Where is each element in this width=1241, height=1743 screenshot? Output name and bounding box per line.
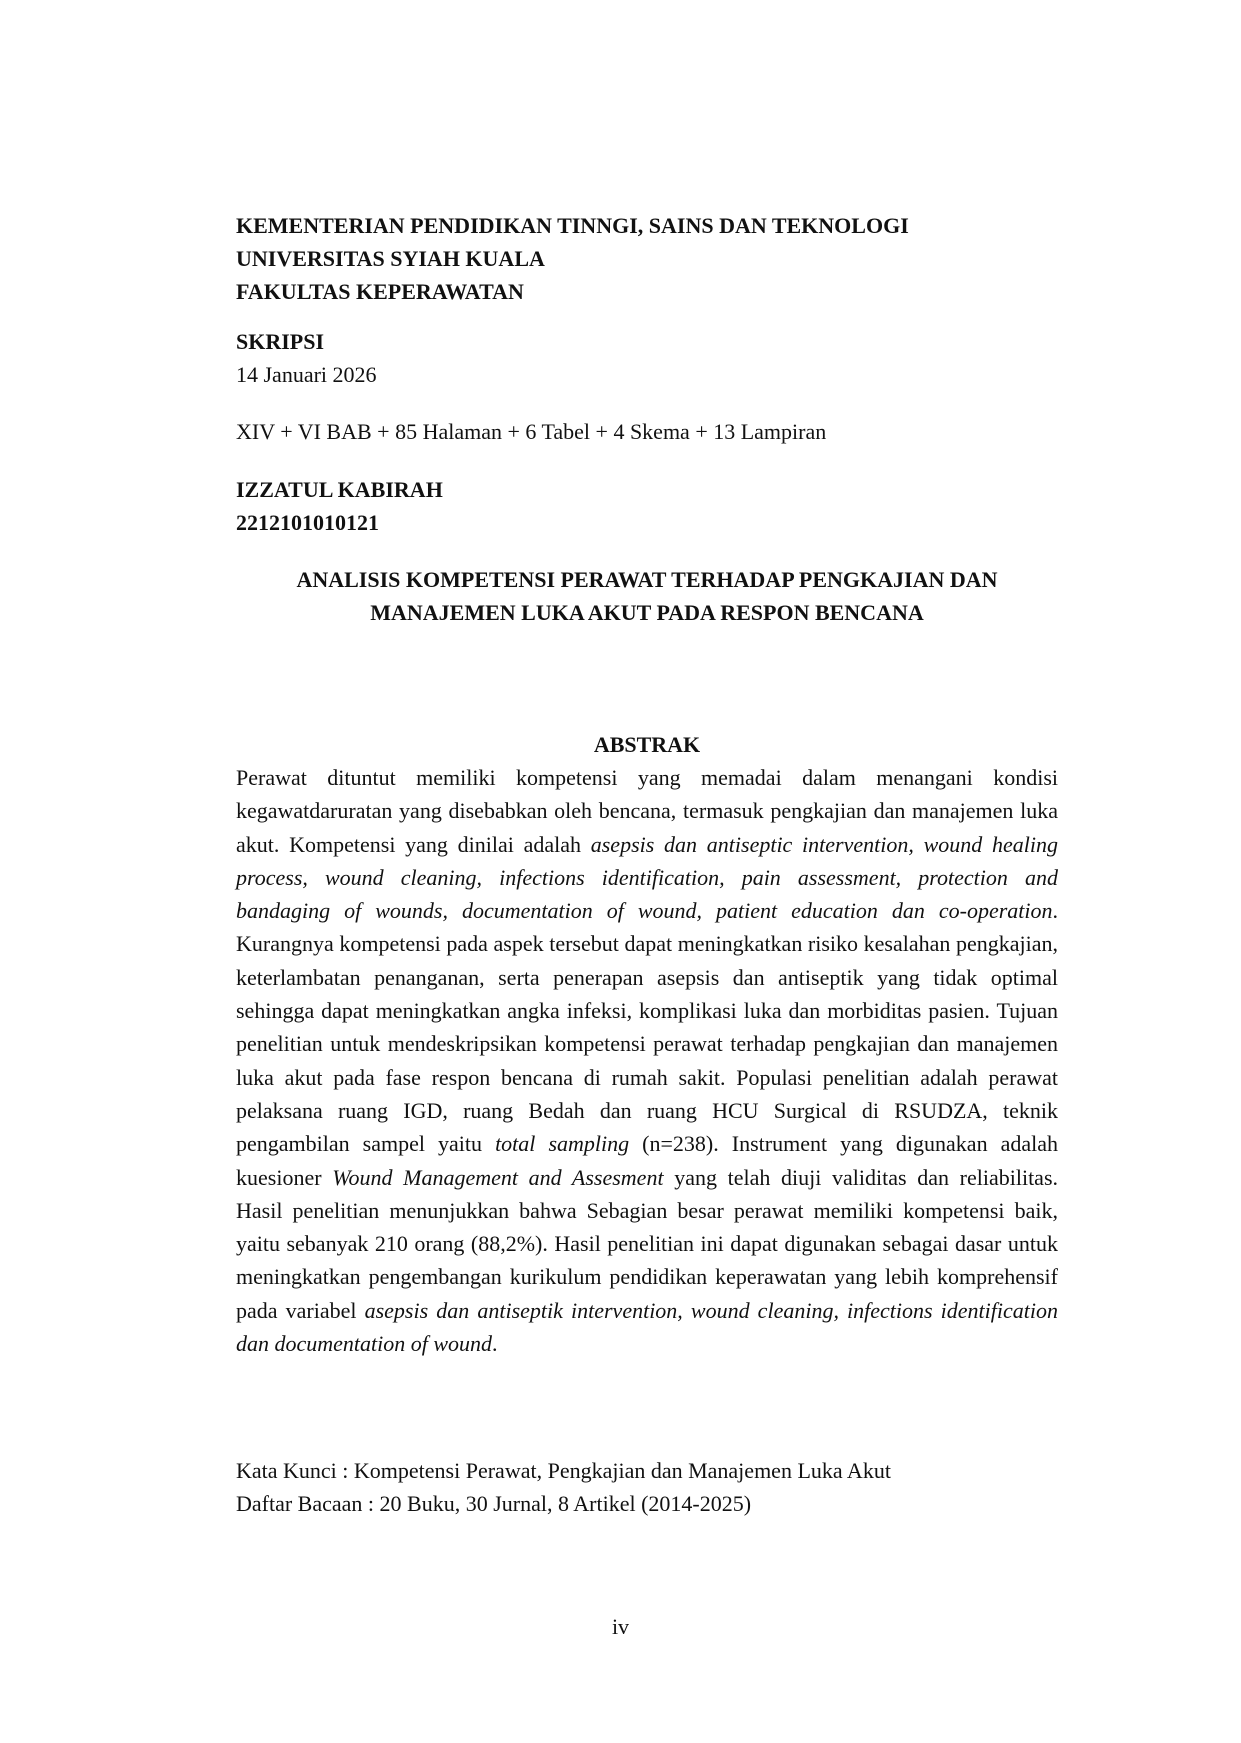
title-line-1: ANALISIS KOMPETENSI PERAWAT TERHADAP PENGKAJIAN DAN: [296, 567, 998, 592]
abstract-italic-term: total sampling: [495, 1131, 630, 1157]
document-date: 14 Januari 2026: [236, 362, 377, 387]
student-id: 2212101010121: [236, 510, 379, 535]
title-line-2: MANAJEMEN LUKA AKUT PADA RESPON BENCANA: [370, 600, 924, 625]
abstract-italic-term: asepsis dan antiseptik intervention, wound cleaning, infections identification dan documentation of wound: [236, 1297, 1059, 1357]
keywords: Kata Kunci : Kompetensi Perawat, Pengkajian dan Manajemen Luka Akut: [236, 1458, 891, 1483]
abstract-body: [236, 761, 1058, 1360]
summary-counts: XIV + VI BAB + 85 Halaman + 6 Tabel + 4 Skema + 13 Lampiran: [236, 419, 827, 444]
references-count: Daftar Bacaan : 20 Buku, 30 Jurnal, 8 Artikel (2014-2025): [236, 1491, 752, 1516]
author-block: [236, 473, 1058, 539]
abstract-section: [236, 728, 1058, 1360]
abstract-text: Perawat dituntut memiliki kompetensi yang memadai dalam menangani kondisi kegawatdaruratan yang disebabkan oleh bencana, termasuk pengkajian dan manajemen luka akut. Kompetensi yang dinilai adalah: [236, 765, 1058, 857]
abstract-text: .: [492, 1331, 498, 1357]
institution-header: [236, 209, 1058, 308]
faculty-name: FAKULTAS KEPERAWATAN: [236, 279, 524, 304]
document-type: SKRIPSI: [236, 329, 325, 354]
abstract-italic-term: Wound Management and Assesment: [332, 1164, 664, 1190]
author-name: IZZATUL KABIRAH: [236, 477, 443, 502]
abstract-text: yang telah diuji validitas dan reliabilitas. Hasil penelitian menunjukkan bahwa Sebagian besar perawat memiliki kompetensi baik, yaitu sebanyak 210 orang (88,2%). Hasil penelitian ini dapat digunakan sebagai dasar untuk meningkatkan pengembangan kurikulum pendidikan keperawatan yang lebih komprehensif pada variabel: [236, 1164, 1059, 1323]
abstract-italic-term: asepsis dan antiseptic intervention, wound healing process, wound cleaning, infections identification, pain assessment, protection and bandaging of wounds, documentation of wound, patient education dan co-operation: [236, 831, 1058, 924]
abstract-heading: ABSTRAK: [593, 732, 701, 757]
summary-counts-block: [236, 415, 1058, 448]
document-type-block: [236, 325, 1058, 391]
abstract-text: (n=238). Instrument yang digunakan adalah kuesioner: [236, 1131, 1059, 1190]
page-number: iv: [611, 1614, 630, 1639]
keywords-block: [236, 1454, 1058, 1520]
abstract-text: . Kurangnya kompetensi pada aspek tersebut dapat meningkatkan risiko kesalahan pengkajian, keterlambatan penanganan, serta penerapan asepsis dan antiseptik yang tidak optimal sehingga dapat meningkatkan angka infeksi, komplikasi luka dan morbiditas pasien. Tujuan penelitian untuk mendeskripsikan kompetensi perawat terhadap pengkajian dan manajemen luka akut pada fase respon bencana di rumah sakit. Populasi penelitian adalah perawat pelaksana ruang IGD, ruang Bedah dan ruang HCU Surgical di RSUDZA, teknik pengambilan sampel yaitu: [236, 898, 1058, 1157]
ministry-name: KEMENTERIAN PENDIDIKAN TINNGI, SAINS DAN TEKNOLOGI: [236, 213, 909, 238]
university-name: UNIVERSITAS SYIAH KUALA: [236, 246, 545, 271]
thesis-title: [236, 563, 1058, 629]
